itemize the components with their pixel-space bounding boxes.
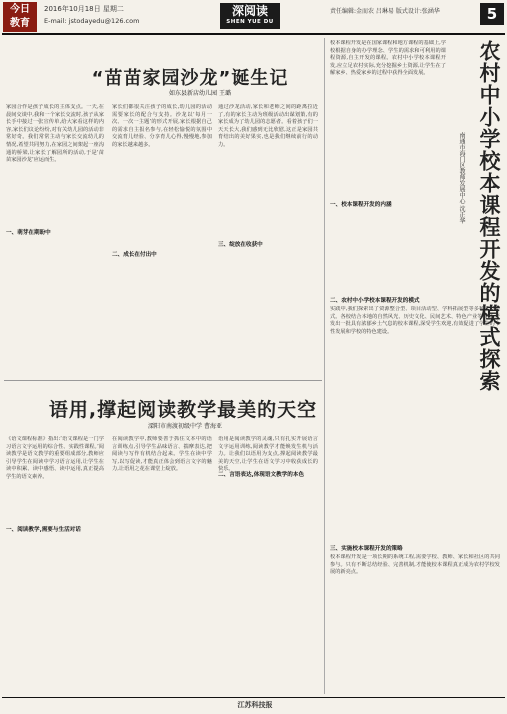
logo-line1: 今日: [10, 4, 30, 15]
article-divider: [4, 380, 322, 381]
footer-publisher: 江苏科技报: [237, 701, 273, 709]
article2-text2: 在阅读教学中,教师要善于抓住文本中的语言训练点,引导学生品味语言、揣摩表达,把阅读与写作有机结合起来。学生在读中学写,以写促读,才能真正体会到语言文字的魅力,让语用之花在课堂上绽放。: [112, 436, 212, 473]
article2-byline: 溧阳市南渡初级中学 曹海亚: [148, 423, 222, 430]
article3-subhead2: 二、农村中小学校本课程开发的模式: [330, 298, 420, 304]
article3-text1: 校本课程开发是在国家课程和地方课程的基础上,学校根据自身的办学理念、学生的需求和可利用的课程资源,自主开发的课程。农村中小学校本课程开发,应立足农村实际,充分挖掘乡土资源,让学生在了解家乡、热爱家乡的过程中获得全面发展。: [330, 40, 446, 77]
section-name: [220, 3, 280, 29]
article2-column1: [6, 436, 104, 692]
article1-byline: 如东县新店幼儿园 王璐: [169, 90, 231, 97]
editor-credits: 责任编辑:金而农 吕琳易 版式设计:张涵华: [330, 8, 440, 15]
article3-subhead1: 一、校本课程开发的内涵: [330, 202, 392, 208]
newspaper-logo: [3, 2, 37, 32]
section-subtitle: SHEN YUE DU: [226, 19, 274, 25]
article1-column2: [112, 104, 212, 374]
page-header: [0, 0, 507, 34]
article1-text1: 家园合作是孩子成长的主体支点。一天,在晨间交谈中,我和一个家长交流时,孩子从家长手中接过一张宣传单,给大家看这样的内容,家长们议论纷纷,对有关幼儿园的活动非常好奇。我们常常主动与家长交流幼儿的情况,希望共同努力,在家园之间架起一座沟通的桥梁,让家长了解园所的活动,于是‘苗苗家园沙龙’应运而生。: [6, 104, 104, 164]
page-footer: [0, 697, 507, 714]
article3-text3: 校本课程开发是一项长期的系统工程,需要学校、教师、家长和社区的共同参与。只有不断总结经验、完善机制,才能使校本课程真正成为农村学校发展的新亮点。: [330, 554, 500, 576]
header-rule: [2, 33, 505, 35]
article1-subhead3: 三、绽放在收获中: [218, 242, 263, 248]
article1-subhead1: 一、萌芽在期盼中: [6, 230, 51, 236]
article2-text3: 语用是阅读教学的灵魂,只有扎实开展语言文字运用训练,阅读教学才能焕发生机与活力。让我们以语用为支点,撑起阅读教学最美的天空,让学生在语文学习中收获成长的快乐。: [218, 436, 318, 473]
article3-byline: 南通市海门区教师发展中心 沈正华: [458, 132, 465, 224]
contact-email: E-mail: jstodayedu@126.com: [44, 17, 140, 25]
article2-subhead2: 二、言语表达,体现语文教学的本色: [218, 472, 305, 478]
article1-column1: [6, 104, 104, 374]
article3-title: 农村中小学校本课程开发的模式探索: [477, 40, 501, 392]
article2-title: 语用,撑起阅读教学最美的天空: [48, 399, 318, 421]
article2-column2: [112, 436, 212, 692]
article1-subhead2: 二、成长在付出中: [112, 252, 157, 258]
footer-rule: [2, 697, 505, 698]
logo-line2: 教育: [10, 18, 30, 29]
page-number: 5: [480, 3, 504, 25]
article1-column3: [218, 104, 318, 374]
article2-subhead1: 一、阅读教学,需要与生活对话: [6, 527, 81, 533]
article3-subhead3: 三、实施校本课程开发的策略: [330, 546, 403, 552]
article3-column3: [330, 554, 500, 692]
column-divider: [324, 38, 325, 694]
article1-text2: 家长们都很关注孩子的成长,幼儿园的活动需要家长的配合与支持。沙龙以‘每月一次、一次一主题’的形式开展,家长根据自己的需求自主报名参与,在轻松愉悦的氛围中交流育儿经验、分享育儿心得,慢慢地,参加的家长越来越多。: [112, 104, 212, 148]
article2-text1: 《语文课程标准》指出:‘语文课程是一门学习语言文字运用的综合性、实践性课程。’阅读教学是语文教学的重要组成部分,教师应引导学生在阅读中学习语言运用,让学生在读中积累、读中感悟、读中运用,真正提高学生的语文素养。: [6, 436, 104, 480]
article1-text3: 通过沙龙活动,家长和老师之间的距离拉近了,有的家长主动为班级活动出谋划策,有的家长成为了幼儿园的志愿者。看着孩子们一天天长大,我们感到无比欣慰,这正是家园共育结出的美好果实,也是我们继续前行的动力。: [218, 104, 318, 148]
article3-column2: [330, 306, 500, 536]
article1-title: “苗苗家园沙龙”诞生记: [91, 68, 289, 89]
article3-column1: [330, 40, 446, 300]
article3-text2: 实践中,我们探索出了资源整合型、项目活动型、学科拓展型等多种开发模式。各校结合本地的自然风光、历史文化、民间艺术、特色产业等资源,开发出一批具有浓郁乡土气息的校本课程,深受学生欢迎,有效促进了学生的个性发展和学校的特色建设。: [330, 306, 500, 335]
issue-date: 2016年10月18日 星期二: [44, 5, 124, 13]
section-title: 深阅读: [231, 4, 268, 18]
